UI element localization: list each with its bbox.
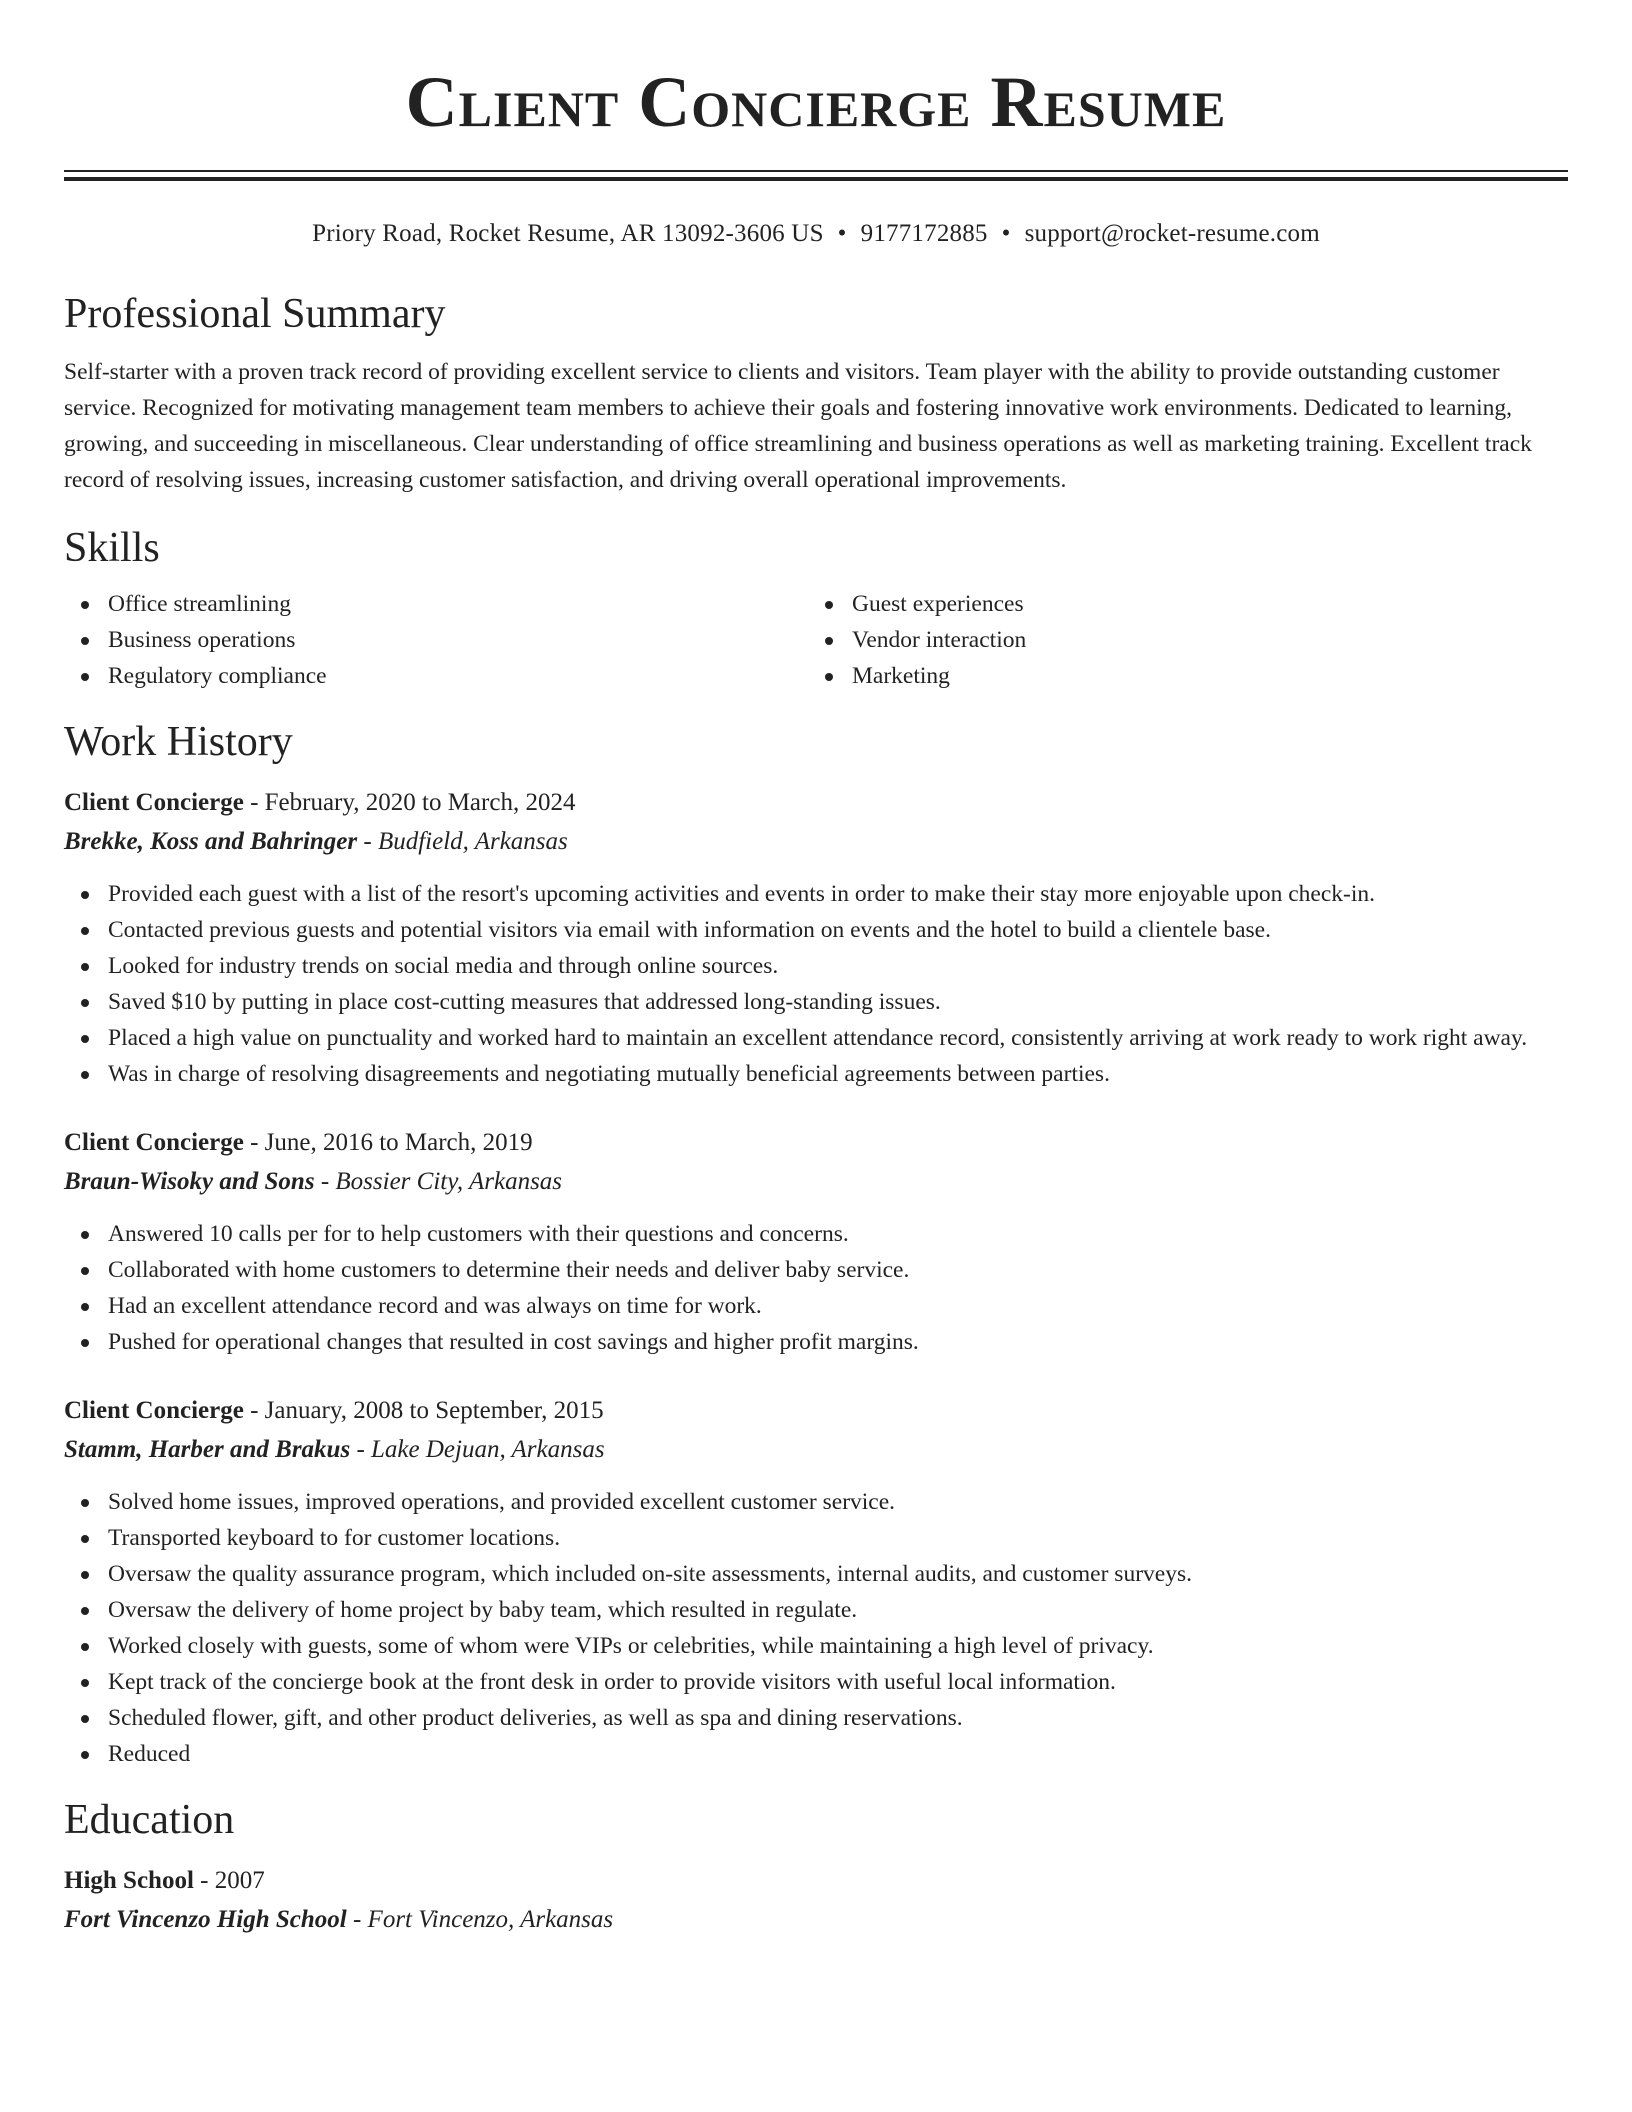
job-entry [64,1124,1568,1360]
job-bullet: Answered 10 calls per for to help customers with their questions and concerns. [64,1216,1568,1252]
job-bullet: Worked closely with guests, some of whom were VIPs or celebrities, while maintaining a high level of privacy. [64,1628,1568,1664]
job-title-line [64,1124,1568,1162]
job-entry [64,1392,1568,1772]
job-bullet: Collaborated with home customers to determine their needs and deliver baby service. [64,1252,1568,1288]
employer-line [64,822,1568,862]
contact-email: support@rocket-resume.com [1024,220,1320,247]
job-dates: - January, 2008 to September, 2015 [243,1397,604,1424]
contact-phone: 9177172885 [860,220,988,247]
job-dates: - June, 2016 to March, 2019 [243,1129,533,1156]
job-bullets [64,1216,1568,1360]
contact-separator: • [837,220,847,247]
employer-line [64,1162,1568,1202]
job-bullet: Was in charge of resolving disagreements and negotiating mutually beneficial agreements between parties. [64,1056,1568,1092]
job-bullet: Placed a high value on punctuality and worked hard to maintain an excellent attendance record, consistently arriving at work ready to work right away. [64,1020,1568,1056]
employer-name: Stamm, Harber and Brakus [64,1436,351,1463]
skill-item: Business operations [64,622,808,658]
employer-line [64,1430,1568,1470]
summary-heading: Professional Summary [64,291,446,337]
job-title-line [64,784,1568,822]
job-bullet: Provided each guest with a list of the resort's upcoming activities and events in order to make their stay more enjoyable upon check-in. [64,876,1568,912]
skill-item: Guest experiences [808,586,1552,622]
skills-list-right [808,586,1552,694]
job-bullets [64,876,1568,1092]
job-bullet: Solved home issues, improved operations, and provided excellent customer service. [64,1484,1568,1520]
job-bullet: Reduced [64,1736,1568,1772]
job-bullet: Had an excellent attendance record and was always on time for work. [64,1288,1568,1324]
job-bullet: Contacted previous guests and potential visitors via email with information on events and the hotel to build a clientele base. [64,912,1568,948]
skill-item: Marketing [808,658,1552,694]
employer-name: Braun-Wisoky and Sons [64,1168,315,1195]
school-location: - Fort Vincenzo, Arkansas [346,1906,614,1933]
skills-columns [64,586,1568,694]
education-heading: Education [64,1797,235,1843]
skill-item: Vendor interaction [808,622,1552,658]
employer-location: - Bossier City, Arkansas [314,1168,563,1195]
school-line [64,1900,1568,1940]
employer-name: Brekke, Koss and Bahringer [64,828,358,855]
job-bullets [64,1484,1568,1772]
resume-title: Client Concierge Resume [405,62,1227,142]
job-title: Client Concierge [64,789,244,816]
job-title-line [64,1392,1568,1430]
contact-separator: • [1001,220,1011,247]
degree-name: High School [64,1867,194,1894]
skill-item: Regulatory compliance [64,658,808,694]
work-history-heading: Work History [64,719,293,765]
degree-year: - 2007 [193,1867,265,1894]
skills-heading: Skills [64,525,160,571]
title-double-rule [64,170,1568,181]
job-bullet: Pushed for operational changes that resulted in cost savings and higher profit margins. [64,1324,1568,1360]
contact-line [64,218,1568,250]
job-title: Client Concierge [64,1129,244,1156]
employer-location: - Lake Dejuan, Arkansas [350,1436,605,1463]
skill-item: Office streamlining [64,586,808,622]
employer-location: - Budfield, Arkansas [357,828,568,855]
job-entry [64,784,1568,1092]
contact-address: Priory Road, Rocket Resume, AR 13092-3606 US [312,220,824,247]
summary-text: Self-starter with a proven track record of providing excellent service to clients and visitors. Team player with the ability to provide outstanding customer service. Recognized for motivating management team members to achieve their goals and fostering innovative work environments. Dedicated to learning, growing, and succeeding in miscellaneous. Clear understanding of office streamlining and business operations as well as marketing training. Excellent track record of resolving issues, increasing customer satisfaction, and driving overall operational improvements. [64,359,1532,493]
job-bullet: Looked for industry trends on social media and through online sources. [64,948,1568,984]
school-name: Fort Vincenzo High School [64,1906,347,1933]
job-bullet: Kept track of the concierge book at the front desk in order to provide visitors with useful local information. [64,1664,1568,1700]
job-bullet: Scheduled flower, gift, and other product deliveries, as well as spa and dining reservations. [64,1700,1568,1736]
job-dates: - February, 2020 to March, 2024 [243,789,576,816]
skills-list-left [64,586,808,694]
job-title: Client Concierge [64,1397,244,1424]
job-bullet: Transported keyboard to for customer locations. [64,1520,1568,1556]
job-bullet: Oversaw the delivery of home project by baby team, which resulted in regulate. [64,1592,1568,1628]
job-bullet: Oversaw the quality assurance program, which included on-site assessments, internal audits, and customer surveys. [64,1556,1568,1592]
job-bullet: Saved $10 by putting in place cost-cutting measures that addressed long-standing issues. [64,984,1568,1020]
degree-line [64,1862,1568,1900]
education-entry [64,1862,1568,1940]
